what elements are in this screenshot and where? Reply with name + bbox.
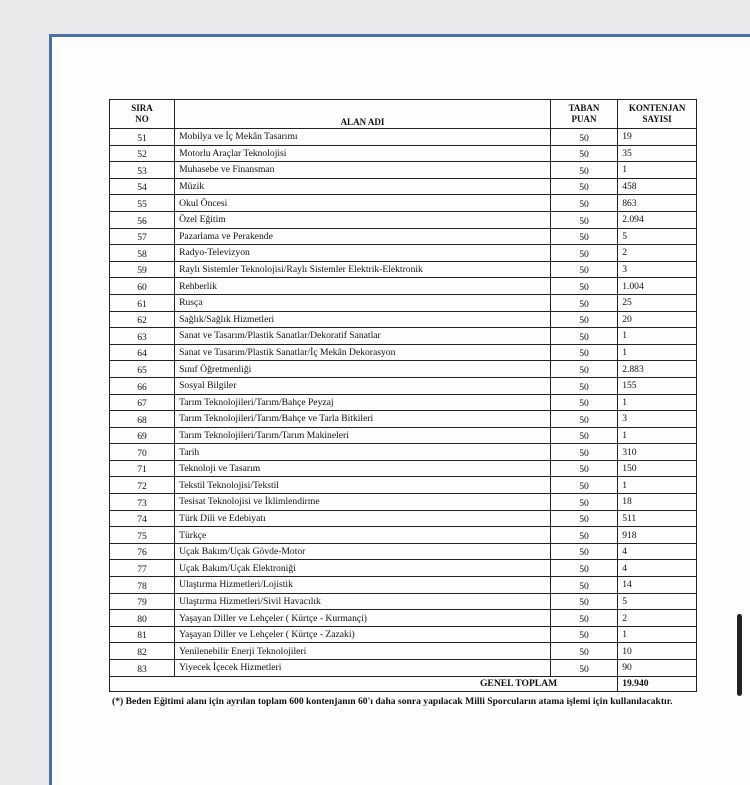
row-taban-puan: 50: [550, 411, 617, 428]
row-alan-adi: Tarım Teknolojileri/Tarım/Bahçe ve Tarla Bitkileri: [175, 411, 551, 428]
row-number: 56: [110, 211, 175, 228]
total-row: [110, 676, 697, 691]
row-taban-puan: 50: [550, 610, 617, 627]
row-number: 51: [110, 129, 175, 146]
row-kontenjan: 1: [618, 328, 697, 345]
row-number: 75: [110, 527, 175, 544]
row-number: 69: [110, 427, 175, 444]
table-row: [110, 577, 697, 594]
row-number: 57: [110, 228, 175, 245]
row-taban-puan: 50: [550, 626, 617, 643]
table-row: [110, 610, 697, 627]
table-row: [110, 477, 697, 494]
row-taban-puan: 50: [550, 510, 617, 527]
row-number: 58: [110, 245, 175, 262]
row-taban-puan: 50: [550, 593, 617, 610]
row-alan-adi: Okul Öncesi: [175, 195, 551, 212]
row-alan-adi: Rusça: [175, 294, 551, 311]
row-number: 68: [110, 411, 175, 428]
table-row: [110, 411, 697, 428]
row-kontenjan: 3: [618, 261, 697, 278]
row-kontenjan: 20: [618, 311, 697, 328]
table-row: [110, 162, 697, 179]
row-kontenjan: 155: [618, 377, 697, 394]
row-taban-puan: 50: [550, 211, 617, 228]
row-kontenjan: 150: [618, 460, 697, 477]
row-taban-puan: 50: [550, 311, 617, 328]
total-label: GENEL TOPLAM: [110, 676, 618, 691]
row-alan-adi: Tarih: [175, 444, 551, 461]
table-row: [110, 145, 697, 162]
row-taban-puan: 50: [550, 494, 617, 511]
row-taban-puan: 50: [550, 361, 617, 378]
row-kontenjan: 90: [618, 660, 697, 677]
row-kontenjan: 511: [618, 510, 697, 527]
row-taban-puan: 50: [550, 444, 617, 461]
scrollbar[interactable]: [737, 614, 742, 696]
table-row: [110, 344, 697, 361]
row-alan-adi: Uçak Bakım/Uçak Gövde-Motor: [175, 543, 551, 560]
row-taban-puan: 50: [550, 344, 617, 361]
table-row: [110, 261, 697, 278]
table-row: [110, 444, 697, 461]
row-alan-adi: Sanat ve Tasarım/Plastik Sanatlar/İç Mekân Dekorasyon: [175, 344, 551, 361]
header-alan-adi: ALAN ADI: [175, 100, 551, 129]
table-header-row: [110, 100, 697, 129]
header-taban-puan: TABAN PUAN: [550, 100, 617, 129]
row-kontenjan: 1: [618, 626, 697, 643]
row-taban-puan: 50: [550, 660, 617, 677]
row-number: 64: [110, 344, 175, 361]
total-value: 19.940: [618, 676, 697, 691]
table-row: [110, 394, 697, 411]
row-taban-puan: 50: [550, 328, 617, 345]
kontenjan-table: [109, 99, 697, 692]
row-kontenjan: 1: [618, 162, 697, 179]
row-number: 72: [110, 477, 175, 494]
row-taban-puan: 50: [550, 145, 617, 162]
row-kontenjan: 2.883: [618, 361, 697, 378]
table-row: [110, 510, 697, 527]
row-taban-puan: 50: [550, 294, 617, 311]
row-alan-adi: Uçak Bakım/Uçak Elektroniği: [175, 560, 551, 577]
table-row: [110, 460, 697, 477]
row-kontenjan: 863: [618, 195, 697, 212]
row-kontenjan: 2: [618, 245, 697, 262]
row-alan-adi: Muhasebe ve Finansman: [175, 162, 551, 179]
row-number: 61: [110, 294, 175, 311]
row-alan-adi: Rehberlik: [175, 278, 551, 295]
row-alan-adi: Ulaştırma Hizmetleri/Lojistik: [175, 577, 551, 594]
row-kontenjan: 18: [618, 494, 697, 511]
row-kontenjan: 5: [618, 228, 697, 245]
row-number: 83: [110, 660, 175, 677]
row-number: 54: [110, 178, 175, 195]
row-kontenjan: 19: [618, 129, 697, 146]
row-alan-adi: Sınıf Öğretmenliği: [175, 361, 551, 378]
row-kontenjan: 310: [618, 444, 697, 461]
row-alan-adi: Mobilya ve İç Mekân Tasarımı: [175, 129, 551, 146]
row-taban-puan: 50: [550, 162, 617, 179]
table-row: [110, 294, 697, 311]
table-row: [110, 593, 697, 610]
row-taban-puan: 50: [550, 577, 617, 594]
table-row: [110, 311, 697, 328]
row-kontenjan: 10: [618, 643, 697, 660]
row-kontenjan: 1: [618, 394, 697, 411]
row-alan-adi: Türkçe: [175, 527, 551, 544]
row-alan-adi: Motorlu Araçlar Teknolojisi: [175, 145, 551, 162]
table-row: [110, 660, 697, 677]
row-number: 70: [110, 444, 175, 461]
row-alan-adi: Pazarlama ve Perakende: [175, 228, 551, 245]
row-taban-puan: 50: [550, 261, 617, 278]
row-number: 79: [110, 593, 175, 610]
row-taban-puan: 50: [550, 394, 617, 411]
table-row: [110, 228, 697, 245]
row-alan-adi: Ulaştırma Hizmetleri/Sivil Havacılık: [175, 593, 551, 610]
row-kontenjan: 2.094: [618, 211, 697, 228]
row-number: 53: [110, 162, 175, 179]
row-kontenjan: 1: [618, 477, 697, 494]
row-number: 59: [110, 261, 175, 278]
row-number: 52: [110, 145, 175, 162]
row-number: 76: [110, 543, 175, 560]
row-taban-puan: 50: [550, 427, 617, 444]
row-taban-puan: 50: [550, 178, 617, 195]
table-row: [110, 427, 697, 444]
table-row: [110, 328, 697, 345]
row-taban-puan: 50: [550, 527, 617, 544]
row-kontenjan: 918: [618, 527, 697, 544]
row-kontenjan: 14: [618, 577, 697, 594]
row-alan-adi: Radyo-Televizyon: [175, 245, 551, 262]
row-alan-adi: Türk Dili ve Edebiyatı: [175, 510, 551, 527]
row-kontenjan: 2: [618, 610, 697, 627]
header-sira-no: SIRA NO: [110, 100, 175, 129]
header-kontenjan-sayisi: KONTENJAN SAYISI: [618, 100, 697, 129]
row-taban-puan: 50: [550, 228, 617, 245]
row-taban-puan: 50: [550, 278, 617, 295]
row-alan-adi: Yiyecek İçecek Hizmetleri: [175, 660, 551, 677]
row-kontenjan: 35: [618, 145, 697, 162]
row-taban-puan: 50: [550, 377, 617, 394]
row-kontenjan: 25: [618, 294, 697, 311]
row-alan-adi: Sosyal Bilgiler: [175, 377, 551, 394]
row-number: 60: [110, 278, 175, 295]
table-row: [110, 543, 697, 560]
table-row: [110, 361, 697, 378]
table-row: [110, 494, 697, 511]
row-kontenjan: 5: [618, 593, 697, 610]
row-taban-puan: 50: [550, 560, 617, 577]
row-alan-adi: Tesisat Teknolojisi ve İklimlendirme: [175, 494, 551, 511]
table-row: [110, 560, 697, 577]
row-kontenjan: 458: [618, 178, 697, 195]
row-number: 63: [110, 328, 175, 345]
document-page: [49, 34, 750, 785]
table-row: [110, 377, 697, 394]
row-alan-adi: Tarım Teknolojileri/Tarım/Tarım Makineleri: [175, 427, 551, 444]
row-alan-adi: Özel Eğitim: [175, 211, 551, 228]
row-alan-adi: Raylı Sistemler Teknolojisi/Raylı Sistemler Elektrik-Elektronik: [175, 261, 551, 278]
row-taban-puan: 50: [550, 129, 617, 146]
row-number: 74: [110, 510, 175, 527]
footnote: (*) Beden Eğitimi alanı için ayrılan toplam 600 kontenjanın 60'ı daha sonra yapılacak Milli Sporcuların atama işlemi için kullanılacaktır.: [112, 696, 673, 707]
table-row: [110, 178, 697, 195]
row-alan-adi: Tekstil Teknolojisi/Tekstil: [175, 477, 551, 494]
row-number: 77: [110, 560, 175, 577]
table-row: [110, 129, 697, 146]
row-number: 81: [110, 626, 175, 643]
table-row: [110, 643, 697, 660]
row-alan-adi: Müzik: [175, 178, 551, 195]
row-number: 82: [110, 643, 175, 660]
row-number: 78: [110, 577, 175, 594]
row-number: 80: [110, 610, 175, 627]
row-number: 66: [110, 377, 175, 394]
row-alan-adi: Yaşayan Diller ve Lehçeler ( Kürtçe - Zazaki): [175, 626, 551, 643]
row-kontenjan: 1: [618, 344, 697, 361]
row-taban-puan: 50: [550, 195, 617, 212]
table-row: [110, 278, 697, 295]
row-taban-puan: 50: [550, 543, 617, 560]
row-alan-adi: Sanat ve Tasarım/Plastik Sanatlar/Dekoratif Sanatlar: [175, 328, 551, 345]
row-taban-puan: 50: [550, 643, 617, 660]
row-number: 62: [110, 311, 175, 328]
row-alan-adi: Sağlık/Sağlık Hizmetleri: [175, 311, 551, 328]
row-number: 67: [110, 394, 175, 411]
row-kontenjan: 4: [618, 560, 697, 577]
table-row: [110, 626, 697, 643]
row-kontenjan: 1: [618, 427, 697, 444]
row-alan-adi: Tarım Teknolojileri/Tarım/Bahçe Peyzaj: [175, 394, 551, 411]
row-taban-puan: 50: [550, 460, 617, 477]
table-row: [110, 195, 697, 212]
row-alan-adi: Teknoloji ve Tasarım: [175, 460, 551, 477]
row-kontenjan: 4: [618, 543, 697, 560]
row-kontenjan: 1.004: [618, 278, 697, 295]
row-alan-adi: Yenilenebilir Enerji Teknolojileri: [175, 643, 551, 660]
table-row: [110, 245, 697, 262]
table-row: [110, 211, 697, 228]
row-number: 55: [110, 195, 175, 212]
row-alan-adi: Yaşayan Diller ve Lehçeler ( Kürtçe - Kurmançi): [175, 610, 551, 627]
row-number: 73: [110, 494, 175, 511]
row-taban-puan: 50: [550, 245, 617, 262]
row-kontenjan: 3: [618, 411, 697, 428]
row-number: 71: [110, 460, 175, 477]
row-number: 65: [110, 361, 175, 378]
row-taban-puan: 50: [550, 477, 617, 494]
table-row: [110, 527, 697, 544]
table-body: [110, 129, 697, 677]
